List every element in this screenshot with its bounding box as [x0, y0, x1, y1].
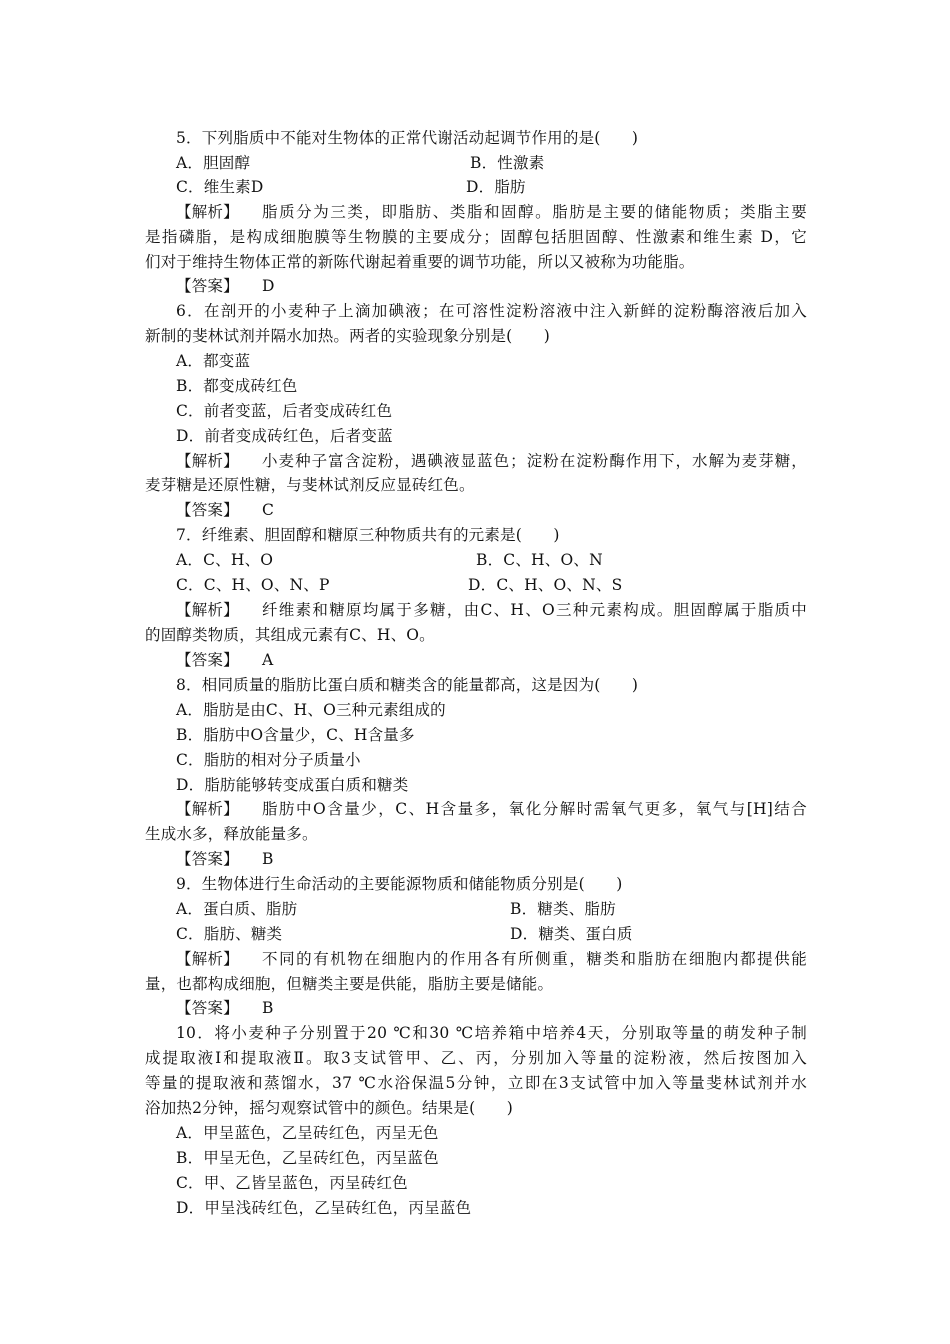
- q7-answer: A: [262, 651, 274, 669]
- q8-answer-label: 【答案】: [176, 850, 239, 868]
- q5-option-d: D．脂肪: [466, 178, 526, 196]
- q5-option-c: C．维生素D: [176, 178, 264, 196]
- q9-option-b: B．糖类、脂肪: [510, 900, 616, 918]
- q10-stem-2: 成提取液Ⅰ和提取液Ⅱ。取3支试管甲、乙、丙，分别加入等量的淀粉液，然后按图加入: [145, 1049, 807, 1067]
- q7-analysis-1: 纤维素和糖原均属于多糖，由C、H、O三种元素构成。胆固醇属于脂质中: [262, 601, 807, 619]
- q7-analysis-2: 的固醇类物质，其组成元素有C、H、O。: [145, 626, 435, 644]
- q6-analysis-label: 【解析】: [176, 452, 239, 470]
- q8-stem-1: 8．相同质量的脂肪比蛋白质和糖类含的能量都高，这是因为( ): [176, 676, 639, 694]
- q9-stem-1: 9．生物体进行生命活动的主要能源物质和储能物质分别是( ): [176, 875, 623, 893]
- q6-option-a: A．都变蓝: [176, 352, 251, 370]
- q10-stem-4: 浴加热2分钟，摇匀观察试管中的颜色。结果是( ): [145, 1099, 513, 1117]
- q10-option-c: C．甲、乙皆呈蓝色，丙呈砖红色: [176, 1174, 408, 1192]
- q9-option-a: A．蛋白质、脂肪: [176, 900, 298, 918]
- q6-analysis-2: 麦芽糖是还原性糖，与斐林试剂反应显砖红色。: [145, 476, 475, 494]
- q10-stem-1: 10．将小麦种子分别置于20 ℃和30 ℃培养箱中培养4天，分别取等量的萌发种子制: [176, 1024, 807, 1042]
- q8-option-b: B．脂肪中O含量少，C、H含量多: [176, 726, 415, 744]
- q8-analysis-1: 脂肪中O含量少，C、H含量多，氧化分解时需氧气更多，氧气与[H]结合: [262, 800, 807, 818]
- q6-analysis-1: 小麦种子富含淀粉，遇碘液显蓝色；淀粉在淀粉酶作用下，水解为麦芽糖，: [262, 452, 807, 470]
- q5-answer-label: 【答案】: [176, 277, 239, 295]
- q8-option-a: A．脂肪是由C、H、O三种元素组成的: [176, 701, 446, 719]
- q6-answer-label: 【答案】: [176, 501, 239, 519]
- q7-stem-1: 7．纤维素、胆固醇和糖原三种物质共有的元素是( ): [176, 526, 560, 544]
- q6-option-d: D．前者变成砖红色，后者变蓝: [176, 427, 393, 445]
- q6-option-c: C．前者变蓝，后者变成砖红色: [176, 402, 393, 420]
- q10-option-b: B．甲呈无色，乙呈砖红色，丙呈蓝色: [176, 1149, 439, 1167]
- q6-stem-1: 6．在剖开的小麦种子上滴加碘液；在可溶性淀粉溶液中注入新鲜的淀粉酶溶液后加入: [176, 302, 807, 320]
- q8-option-c: C．脂肪的相对分子质量小: [176, 751, 361, 769]
- q9-analysis-label: 【解析】: [176, 950, 239, 968]
- q9-analysis-1: 不同的有机物在细胞内的作用各有所侧重，糖类和脂肪在细胞内都提供能: [262, 950, 807, 968]
- q10-option-d: D．甲呈浅砖红色，乙呈砖红色，丙呈蓝色: [176, 1199, 472, 1217]
- q7-answer-label: 【答案】: [176, 651, 239, 669]
- q8-analysis-label: 【解析】: [176, 800, 239, 818]
- q5-analysis-3: 们对于维持生物体正常的新陈代谢起着重要的调节功能，所以又被称为功能脂。: [145, 253, 695, 271]
- q6-stem-2: 新制的斐林试剂并隔水加热。两者的实验现象分别是( ): [145, 327, 550, 345]
- q9-answer: B: [262, 999, 274, 1017]
- q9-option-c: C．脂肪、糖类: [176, 925, 283, 943]
- q5-answer: D: [262, 277, 275, 295]
- q9-answer-label: 【答案】: [176, 999, 239, 1017]
- q7-option-c: C．C、H、O、N、P: [176, 576, 330, 594]
- q8-option-d: D．脂肪能够转变成蛋白质和糖类: [176, 776, 409, 794]
- q8-answer: B: [262, 850, 274, 868]
- q5-stem-1: 5．下列脂质中不能对生物体的正常代谢活动起调节作用的是( ): [176, 129, 639, 147]
- q7-analysis-label: 【解析】: [176, 601, 239, 619]
- q10-option-a: A．甲呈蓝色，乙呈砖红色，丙呈无色: [176, 1124, 439, 1142]
- q6-answer: C: [262, 501, 275, 519]
- q5-analysis-label: 【解析】: [176, 203, 239, 221]
- q5-analysis-1: 脂质分为三类，即脂肪、类脂和固醇。脂肪是主要的储能物质；类脂主要: [262, 203, 807, 221]
- q7-option-b: B．C、H、O、N: [476, 551, 603, 569]
- q9-option-d: D．糖类、蛋白质: [510, 925, 633, 943]
- q9-analysis-2: 量，也都构成细胞，但糖类主要是供能，脂肪主要是储能。: [145, 975, 554, 993]
- q6-option-b: B．都变成砖红色: [176, 377, 298, 395]
- q7-option-d: D．C、H、O、N、S: [468, 576, 623, 594]
- q5-option-b: B．性激素: [470, 154, 545, 172]
- q7-option-a: A．C、H、O: [176, 551, 274, 569]
- q10-stem-3: 等量的提取液和蒸馏水，37 ℃水浴保温5分钟，立即在3支试管中加入等量斐林试剂并水: [145, 1074, 807, 1092]
- q8-analysis-2: 生成水多，释放能量多。: [145, 825, 318, 843]
- q5-analysis-2: 是指磷脂，是构成细胞膜等生物膜的主要成分；固醇包括胆固醇、性激素和维生素 D，它: [145, 228, 807, 246]
- q5-option-a: A．胆固醇: [176, 154, 251, 172]
